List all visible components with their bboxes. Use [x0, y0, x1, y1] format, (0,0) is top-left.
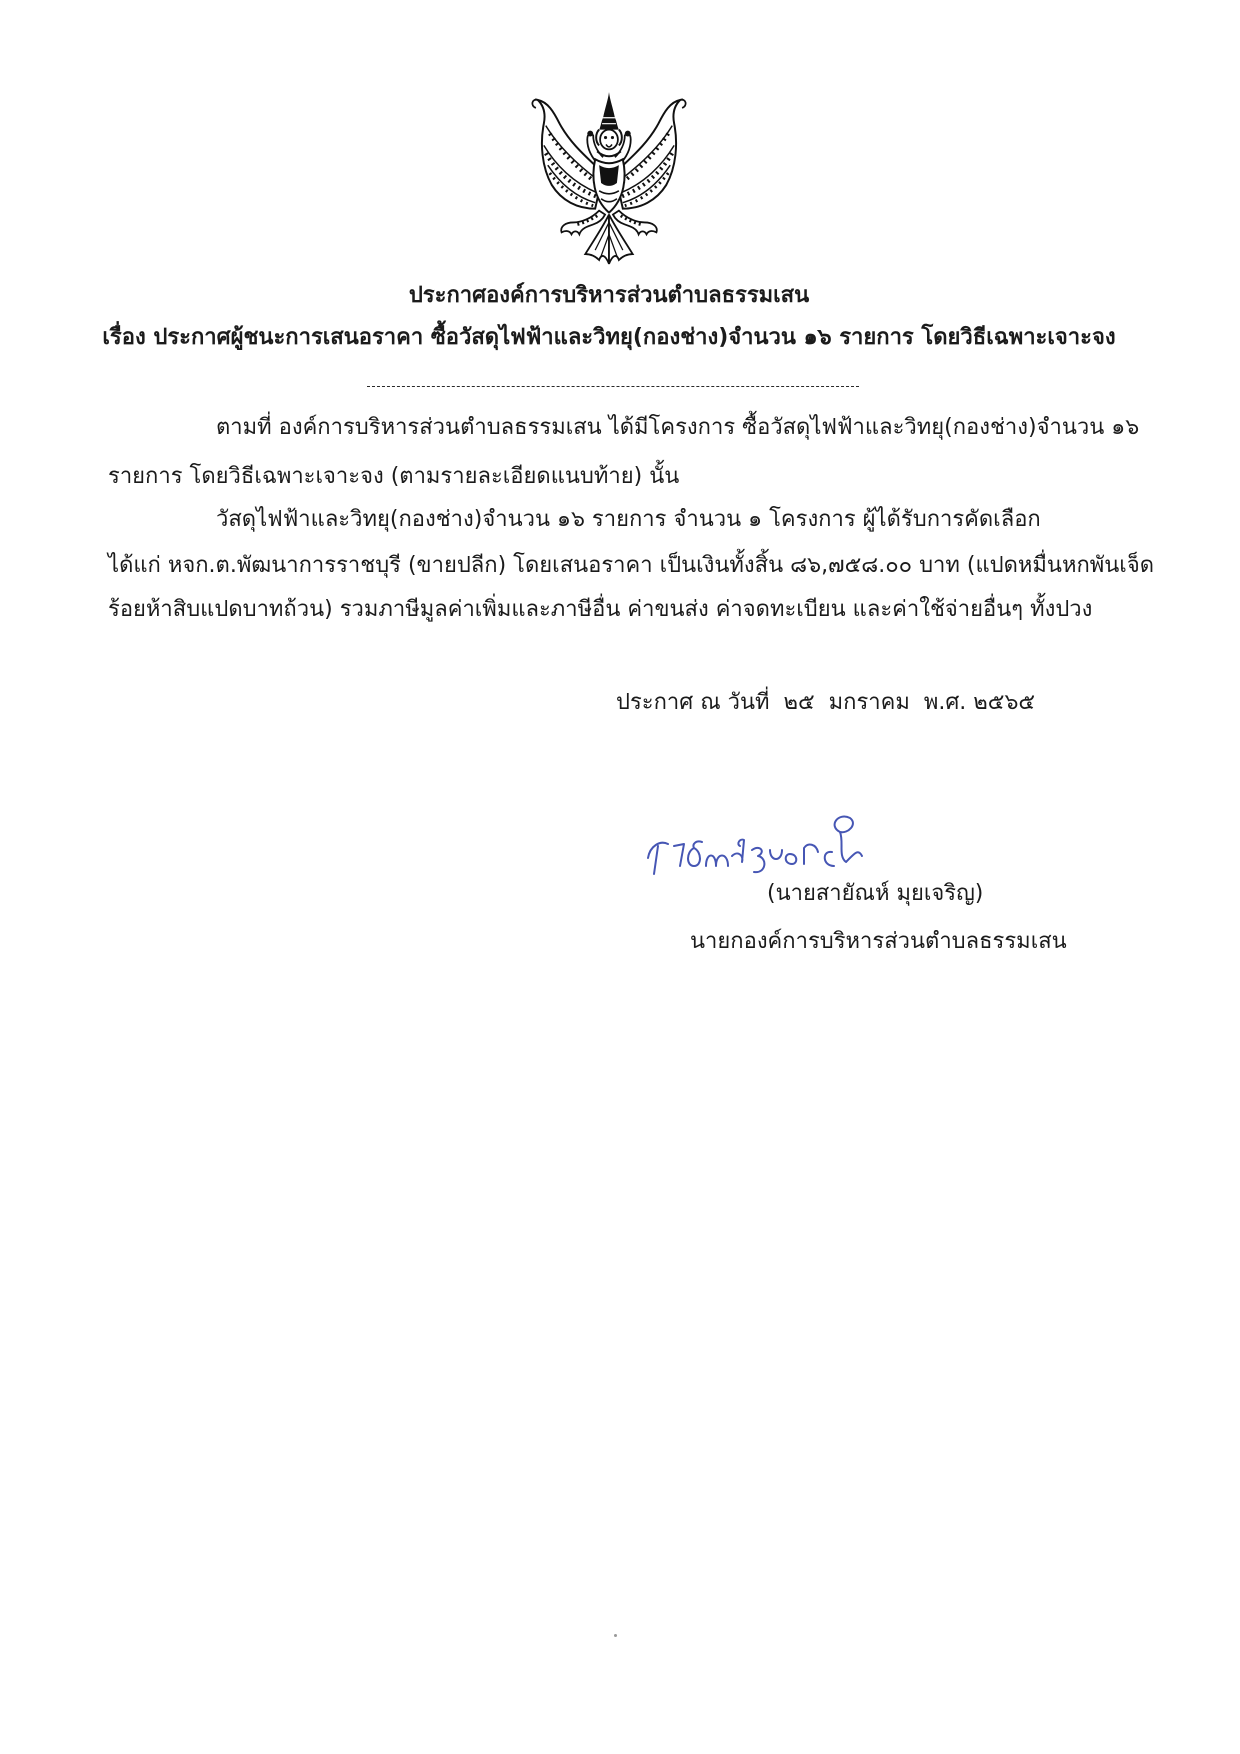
- paragraph-2-line-2: ได้แก่ หจก.ต.พัฒนาการราชบุรี (ขายปลีก) โดยเสนอราคา เป็นเงินทั้งสิ้น ๘๖,๗๕๘.๐๐ บาท (แปดหมื่นหกพันเจ็ด: [108, 553, 1154, 578]
- paragraph-1-line-2: รายการ โดยวิธีเฉพาะเจาะจง (ตามรายละเอียดแนบท้าย) นั้น: [108, 464, 680, 489]
- signatory-position: นายกองค์การบริหารส่วนตำบลธรรมเสน: [690, 929, 1067, 954]
- divider-line: [367, 386, 859, 387]
- garuda-emblem-icon: [530, 90, 688, 268]
- paragraph-2-line-3: ร้อยห้าสิบแปดบาทถ้วน) รวมภาษีมูลค่าเพิ่มและภาษีอื่น ค่าขนส่ง ค่าจดทะเบียน และค่าใช้จ่ายอื่นๆ ทั้งปวง: [108, 597, 1093, 622]
- announcement-title: ประกาศองค์การบริหารส่วนตำบลธรรมเสน: [408, 283, 810, 308]
- handwritten-signature-icon: [640, 796, 880, 886]
- announcement-subject: เรื่อง ประกาศผู้ชนะการเสนอราคา ซื้อวัสดุไฟฟ้าและวิทยุ(กองช่าง)จำนวน ๑๖ รายการ โดยวิธีเฉพาะเจาะจง: [102, 325, 1116, 350]
- paragraph-2-line-1: วัสดุไฟฟ้าและวิทยุ(กองช่าง)จำนวน ๑๖ รายการ จำนวน ๑ โครงการ ผู้ได้รับการคัดเลือก: [216, 507, 1041, 532]
- signatory-name: (นายสายัณห์ มุยเจริญ): [767, 881, 984, 906]
- paragraph-1-line-1: ตามที่ องค์การบริหารส่วนตำบลธรรมเสน ได้มีโครงการ ซื้อวัสดุไฟฟ้าและวิทยุ(กองช่าง)จำนวน ๑๖: [216, 415, 1140, 440]
- scan-speck: [614, 1634, 617, 1637]
- announcement-date: ประกาศ ณ วันที่ ๒๕ มกราคม พ.ศ. ๒๕๖๕: [616, 690, 1036, 715]
